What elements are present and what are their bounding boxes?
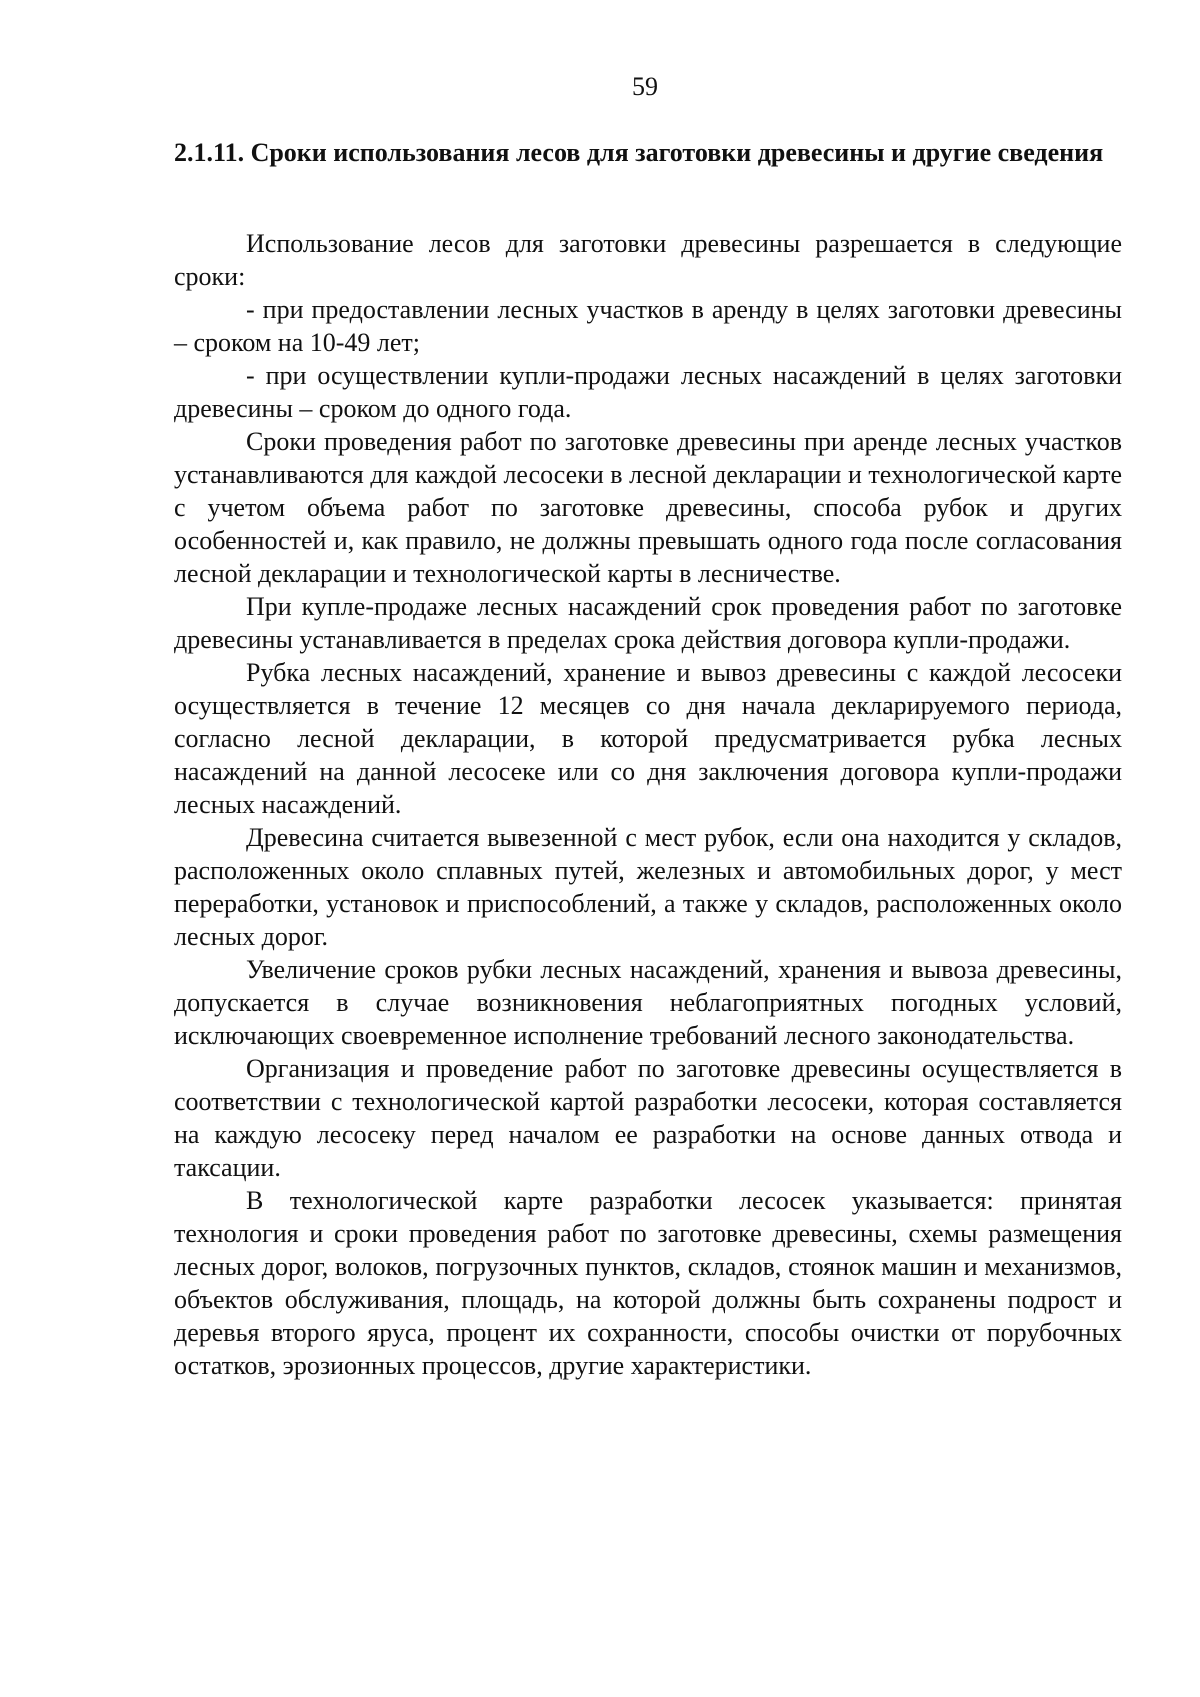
page-content	[174, 136, 1122, 1382]
page-number: 59	[632, 72, 658, 101]
paragraph-technological-map: В технологической карте разработки лесосек указывается: принятая технология и сроки проведения работ по заготовке древесины, схемы размещения лесных дорог, волоков, погрузочных пунктов, складов, стоянок машин и механизмов, объектов обслуживания, площадь, на которой должны быть сохранены подрост и деревья второго яруса, процент их сохранности, способы очистки от порубочных остатков, эрозионных процессов, другие характеристики.	[174, 1186, 1122, 1380]
paragraph-usage-terms: Использование лесов для заготовки древесины разрешается в следующие сроки:	[174, 229, 1122, 291]
paragraph-lease-term: - при предоставлении лесных участков в аренду в целях заготовки древесины – сроком на 10-49 лет;	[174, 295, 1122, 357]
paragraph-work-organization: Организация и проведение работ по заготовке древесины осуществляется в соответствии с технологической картой разработки лесосеки, которая составляется на каждую лесосеку перед началом ее разработки на основе данных отвода и таксации.	[174, 1054, 1122, 1182]
paragraph-term-extension: Увеличение сроков рубки лесных насаждений, хранения и вывоза древесины, допускается в случае возникновения неблагоприятных погодных условий, исключающих своевременное исполнение требований лесного законодательства.	[174, 955, 1122, 1050]
body-text	[174, 227, 1122, 1382]
section-title: 2.1.11. Сроки использования лесов для заготовки древесины и другие сведения	[174, 138, 1104, 167]
paragraph-lease-work-period: Сроки проведения работ по заготовке древесины при аренде лесных участков устанавливаются для каждой лесосеки в лесной декларации и технологической карте с учетом объема работ по заготовке древесины, способа рубок и других особенностей и, как правило, не должны превышать одного года после согласования лесной декларации и технологической карты в лесничестве.	[174, 427, 1122, 588]
paragraph-purchase-work-period: При купле-продаже лесных насаждений срок проведения работ по заготовке древесины устанавливается в пределах срока действия договора купли-продажи.	[174, 592, 1122, 654]
paragraph-felling-storage-removal: Рубка лесных насаждений, хранение и вывоз древесины с каждой лесосеки осуществляется в течение 12 месяцев со дня начала декларируемого периода, согласно лесной декларации, в которой предусматривается рубка лесных насаждений на данной лесосеке или со дня заключения договора купли-продажи лесных насаждений.	[174, 658, 1122, 819]
paragraph-purchase-term: - при осуществлении купли-продажи лесных насаждений в целях заготовки древесины – сроком до одного года.	[174, 361, 1122, 423]
paragraph-timber-removed-definition: Древесина считается вывезенной с мест рубок, если она находится у складов, расположенных около сплавных путей, железных и автомобильных дорог, у мест переработки, установок и приспособлений, а также у складов, расположенных около лесных дорог.	[174, 823, 1122, 951]
